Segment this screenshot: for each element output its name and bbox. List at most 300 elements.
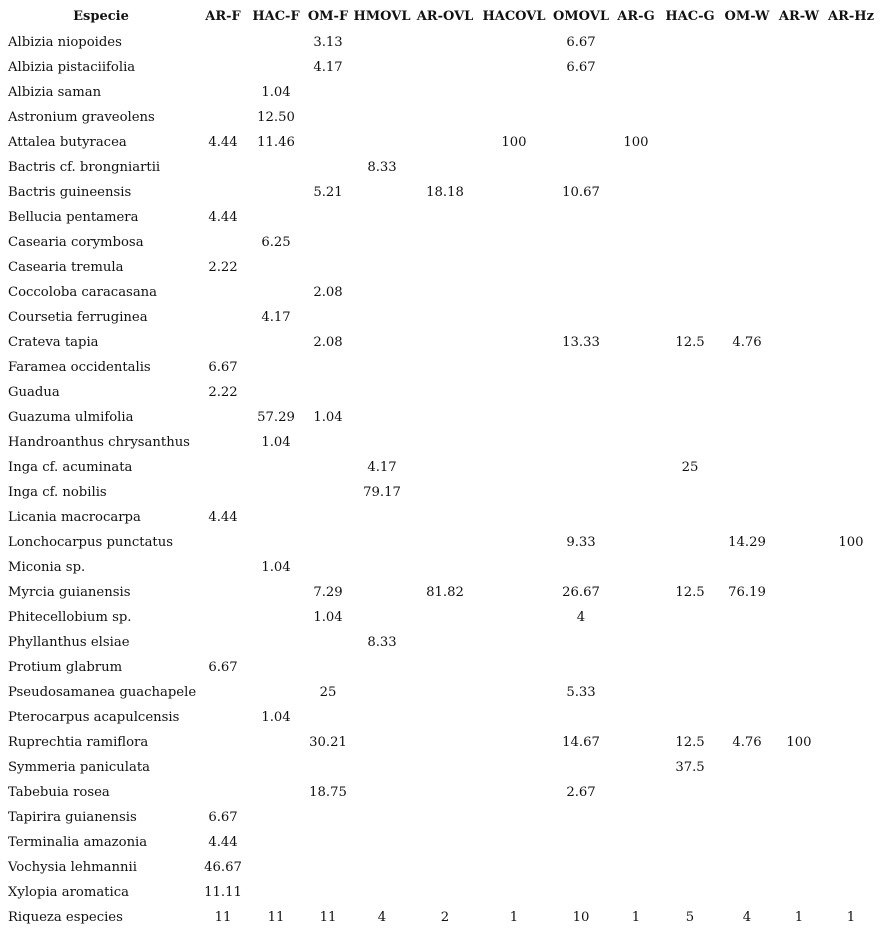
table-cell (660, 430, 720, 455)
table-cell: 81.82 (426, 585, 464, 600)
table-cell (198, 580, 248, 605)
table-cell (824, 480, 878, 505)
table-cell (774, 530, 824, 555)
table-cell (550, 255, 612, 280)
table-cell (198, 780, 248, 805)
table-cell (248, 205, 304, 230)
table-cell (550, 230, 612, 255)
table-cell (824, 455, 878, 480)
species-name: Astronium graveolens (8, 110, 155, 125)
table-cell (198, 630, 248, 655)
table-cell (824, 105, 878, 130)
table-cell: 11.11 (204, 885, 242, 900)
table-cell (304, 555, 352, 580)
table-cell (774, 605, 824, 630)
table-cell (774, 205, 824, 230)
table-cell (774, 655, 824, 680)
table-cell (612, 230, 660, 255)
table-cell: 11 (214, 910, 232, 925)
table-cell (248, 580, 304, 605)
table-cell (352, 780, 412, 805)
table-cell: 1.04 (261, 85, 291, 100)
column-header: HAC-F (252, 9, 300, 24)
table-cell: 26.67 (562, 585, 600, 600)
table-cell (198, 555, 248, 580)
table-row (4, 155, 878, 180)
table-cell (304, 130, 352, 155)
table-cell (304, 430, 352, 455)
table-cell: 4 (377, 910, 387, 925)
table-cell (660, 205, 720, 230)
table-cell: 4.44 (208, 135, 238, 150)
table-cell (478, 580, 550, 605)
table-row (4, 55, 878, 80)
table-cell (478, 830, 550, 855)
table-cell (824, 280, 878, 305)
table-cell: 11 (319, 910, 337, 925)
species-name: Bactris guineensis (8, 185, 132, 200)
table-cell: 25 (681, 460, 699, 475)
table-cell (660, 80, 720, 105)
table-cell (660, 230, 720, 255)
table-cell (198, 105, 248, 130)
table-cell (612, 455, 660, 480)
table-cell (198, 405, 248, 430)
table-cell (352, 105, 412, 130)
table-cell (304, 880, 352, 905)
table-row (4, 580, 878, 605)
table-cell (720, 55, 774, 80)
table-cell (824, 330, 878, 355)
table-row (4, 80, 878, 105)
table-cell (660, 305, 720, 330)
table-cell (550, 280, 612, 305)
table-cell: 12.50 (257, 110, 295, 125)
table-cell (612, 380, 660, 405)
table-row (4, 455, 878, 480)
table-cell (612, 605, 660, 630)
table-cell (304, 705, 352, 730)
table-cell (550, 555, 612, 580)
table-cell (412, 805, 478, 830)
table-cell (824, 855, 878, 880)
table-cell (412, 680, 478, 705)
table-row (4, 30, 878, 55)
table-cell (612, 405, 660, 430)
table-cell (720, 805, 774, 830)
table-cell (774, 180, 824, 205)
table-cell (478, 805, 550, 830)
table-cell (774, 680, 824, 705)
table-cell (352, 655, 412, 680)
table-row (4, 480, 878, 505)
table-cell: 1.04 (313, 610, 343, 625)
table-cell (612, 280, 660, 305)
table-cell (774, 580, 824, 605)
table-row (4, 555, 878, 580)
table-cell (824, 230, 878, 255)
table-cell (550, 155, 612, 180)
table-cell (352, 205, 412, 230)
table-cell (352, 755, 412, 780)
table-cell (612, 305, 660, 330)
table-body (4, 30, 878, 905)
table-cell (612, 730, 660, 755)
table-cell: 9.33 (566, 535, 596, 550)
table-cell (248, 330, 304, 355)
table-cell (304, 855, 352, 880)
table-cell (352, 305, 412, 330)
table-cell (412, 330, 478, 355)
table-cell (198, 730, 248, 755)
table-cell (412, 605, 478, 630)
table-cell (550, 430, 612, 455)
table-cell (774, 705, 824, 730)
table-cell (198, 155, 248, 180)
table-cell (824, 380, 878, 405)
table-cell: 1.04 (313, 410, 343, 425)
table-cell: 5 (685, 910, 695, 925)
table-cell (198, 305, 248, 330)
table-cell: 4.76 (732, 735, 762, 750)
table-cell: 1 (846, 910, 856, 925)
table-cell (248, 30, 304, 55)
table-cell (720, 180, 774, 205)
table-cell (612, 255, 660, 280)
table-row (4, 280, 878, 305)
table-row (4, 705, 878, 730)
table-cell (550, 655, 612, 680)
table-cell (198, 605, 248, 630)
species-name: Xylopia aromatica (8, 885, 129, 900)
species-name: Pterocarpus acapulcensis (8, 710, 180, 725)
table-cell (612, 205, 660, 230)
table-cell: 4.44 (208, 835, 238, 850)
table-row (4, 605, 878, 630)
table-cell (198, 705, 248, 730)
table-cell (412, 280, 478, 305)
table-cell (660, 380, 720, 405)
table-cell (774, 380, 824, 405)
table-cell: 6.67 (208, 660, 238, 675)
table-row (4, 780, 878, 805)
table-cell: 2.22 (208, 260, 238, 275)
table-cell (720, 755, 774, 780)
table-cell (412, 555, 478, 580)
table-row (4, 830, 878, 855)
table-cell (660, 630, 720, 655)
table-cell: 8.33 (367, 160, 397, 175)
table-cell (304, 480, 352, 505)
table-cell (660, 805, 720, 830)
species-name: Pseudosamanea guachapele (8, 685, 197, 700)
column-header: HACOVL (482, 9, 546, 24)
table-cell (824, 405, 878, 430)
table-cell (612, 430, 660, 455)
table-cell (720, 205, 774, 230)
table-cell (660, 180, 720, 205)
table-cell (660, 705, 720, 730)
table-cell (248, 680, 304, 705)
table-cell (248, 780, 304, 805)
table-cell (412, 630, 478, 655)
table-cell (660, 505, 720, 530)
table-row (4, 430, 878, 455)
table-cell (352, 505, 412, 530)
table-cell (774, 55, 824, 80)
table-cell (774, 405, 824, 430)
table-row (4, 855, 878, 880)
table-cell (412, 455, 478, 480)
table-cell (478, 180, 550, 205)
table-cell (774, 105, 824, 130)
table-cell: 6.67 (566, 60, 596, 75)
table-cell (412, 730, 478, 755)
table-cell (660, 605, 720, 630)
table-cell (824, 630, 878, 655)
table-cell (304, 530, 352, 555)
table-cell (612, 755, 660, 780)
table-cell (478, 30, 550, 55)
table-row (4, 305, 878, 330)
table-cell (352, 405, 412, 430)
table-cell: 6.67 (208, 810, 238, 825)
table-cell (304, 455, 352, 480)
species-name: Phitecellobium sp. (8, 610, 132, 625)
species-name: Albizia pistaciifolia (8, 60, 136, 75)
table-cell (198, 530, 248, 555)
table-cell (550, 355, 612, 380)
table-cell: 100 (623, 135, 649, 150)
table-cell (248, 255, 304, 280)
table-cell (248, 355, 304, 380)
table-cell (412, 380, 478, 405)
table-cell (248, 180, 304, 205)
table-cell (352, 730, 412, 755)
table-cell (478, 280, 550, 305)
table-cell: 100 (786, 735, 812, 750)
table-cell: 12.5 (675, 335, 705, 350)
table-cell (720, 630, 774, 655)
table-cell (304, 80, 352, 105)
table-cell (720, 230, 774, 255)
table-cell (550, 830, 612, 855)
table-cell (824, 305, 878, 330)
table-cell: 6.67 (208, 360, 238, 375)
table-cell (550, 105, 612, 130)
table-cell (304, 255, 352, 280)
species-name: Licania macrocarpa (8, 510, 141, 525)
table-cell (774, 755, 824, 780)
table-cell (478, 255, 550, 280)
table-cell (824, 680, 878, 705)
table-cell (720, 505, 774, 530)
table-cell (478, 655, 550, 680)
table-cell (352, 880, 412, 905)
table-cell (352, 555, 412, 580)
species-name: Bactris cf. brongniartii (8, 160, 161, 175)
table-cell (774, 805, 824, 830)
table-cell (304, 630, 352, 655)
table-cell (412, 205, 478, 230)
table-cell (352, 30, 412, 55)
table-cell: 18.75 (309, 785, 347, 800)
species-richness-label: Riqueza especies (8, 910, 123, 925)
table-cell (774, 355, 824, 380)
table-cell (550, 505, 612, 530)
table-cell (248, 505, 304, 530)
table-cell: 30.21 (309, 735, 347, 750)
table-cell (660, 855, 720, 880)
table-cell (198, 480, 248, 505)
table-row (4, 205, 878, 230)
table-cell (248, 855, 304, 880)
table-cell (248, 55, 304, 80)
table-cell (550, 705, 612, 730)
table-cell (412, 505, 478, 530)
table-cell (248, 830, 304, 855)
column-header: HAC-G (665, 9, 715, 24)
table-cell (478, 405, 550, 430)
table-cell: 14.29 (728, 535, 766, 550)
column-header: AR-OVL (416, 9, 474, 24)
table-cell (478, 530, 550, 555)
table-cell (550, 755, 612, 780)
table-cell (660, 55, 720, 80)
table-cell (550, 480, 612, 505)
table-cell: 1.04 (261, 435, 291, 450)
table-cell (774, 480, 824, 505)
table-cell (612, 805, 660, 830)
species-name: Attalea butyracea (8, 135, 127, 150)
table-cell (612, 355, 660, 380)
table-cell (660, 105, 720, 130)
table-row (4, 880, 878, 905)
table-row (4, 805, 878, 830)
table-cell (352, 855, 412, 880)
species-name: Tabebuia rosea (8, 785, 110, 800)
table-cell (612, 580, 660, 605)
table-row (4, 105, 878, 130)
table-cell (720, 555, 774, 580)
table-cell (774, 155, 824, 180)
table-cell (412, 880, 478, 905)
table-cell (660, 130, 720, 155)
table-cell (352, 180, 412, 205)
table-cell (412, 530, 478, 555)
species-name: Guazuma ulmifolia (8, 410, 134, 425)
table-cell (824, 205, 878, 230)
table-cell (720, 280, 774, 305)
species-name: Casearia tremula (8, 260, 124, 275)
table-cell (720, 355, 774, 380)
table-cell (352, 530, 412, 555)
table-cell (774, 30, 824, 55)
table-cell (824, 555, 878, 580)
table-cell (248, 755, 304, 780)
table-cell (824, 755, 878, 780)
table-cell (248, 730, 304, 755)
table-cell (198, 180, 248, 205)
table-cell (304, 105, 352, 130)
table-cell (304, 805, 352, 830)
table-cell: 1.04 (261, 710, 291, 725)
table-cell (720, 105, 774, 130)
table-cell: 1 (509, 910, 519, 925)
table-row (4, 180, 878, 205)
table-cell (720, 705, 774, 730)
table-cell (412, 305, 478, 330)
table-cell (720, 855, 774, 880)
table-cell (660, 30, 720, 55)
table-cell (478, 455, 550, 480)
column-header: HMOVL (353, 9, 411, 24)
table-row (4, 130, 878, 155)
table-cell: 4 (742, 910, 752, 925)
table-cell (198, 680, 248, 705)
table-cell (352, 230, 412, 255)
table-cell (612, 680, 660, 705)
table-cell (478, 230, 550, 255)
table-cell (660, 555, 720, 580)
column-header: AR-W (778, 9, 820, 24)
table-cell (248, 630, 304, 655)
table-cell (660, 355, 720, 380)
table-cell (478, 680, 550, 705)
species-name: Inga cf. acuminata (8, 460, 133, 475)
table-cell (660, 280, 720, 305)
table-cell (550, 455, 612, 480)
table-cell (660, 830, 720, 855)
species-name: Inga cf. nobilis (8, 485, 107, 500)
table-cell: 11 (267, 910, 285, 925)
table-cell (304, 230, 352, 255)
table-cell (660, 255, 720, 280)
table-cell (612, 530, 660, 555)
table-cell (248, 530, 304, 555)
table-cell (304, 830, 352, 855)
table-row (4, 505, 878, 530)
table-row (4, 230, 878, 255)
species-name: Guadua (8, 385, 60, 400)
table-cell (478, 55, 550, 80)
table-row (4, 405, 878, 430)
species-name: Albizia niopoides (8, 35, 122, 50)
table-cell: 10 (572, 910, 590, 925)
species-name: Protium glabrum (8, 660, 123, 675)
table-cell (248, 655, 304, 680)
table-cell (352, 830, 412, 855)
table-row (4, 730, 878, 755)
table-cell (198, 30, 248, 55)
table-cell (824, 80, 878, 105)
table-cell: 4.17 (261, 310, 291, 325)
species-name: Casearia corymbosa (8, 235, 144, 250)
table-row (4, 530, 878, 555)
table-cell (774, 230, 824, 255)
table-row (4, 330, 878, 355)
table-cell: 4.76 (732, 335, 762, 350)
table-cell (304, 205, 352, 230)
table-cell (248, 880, 304, 905)
table-cell (824, 655, 878, 680)
table-cell (412, 255, 478, 280)
species-name: Myrcia guianensis (8, 585, 131, 600)
species-name: Ruprechtia ramiflora (8, 735, 149, 750)
table-cell: 57.29 (257, 410, 295, 425)
table-cell (478, 355, 550, 380)
table-cell (550, 805, 612, 830)
